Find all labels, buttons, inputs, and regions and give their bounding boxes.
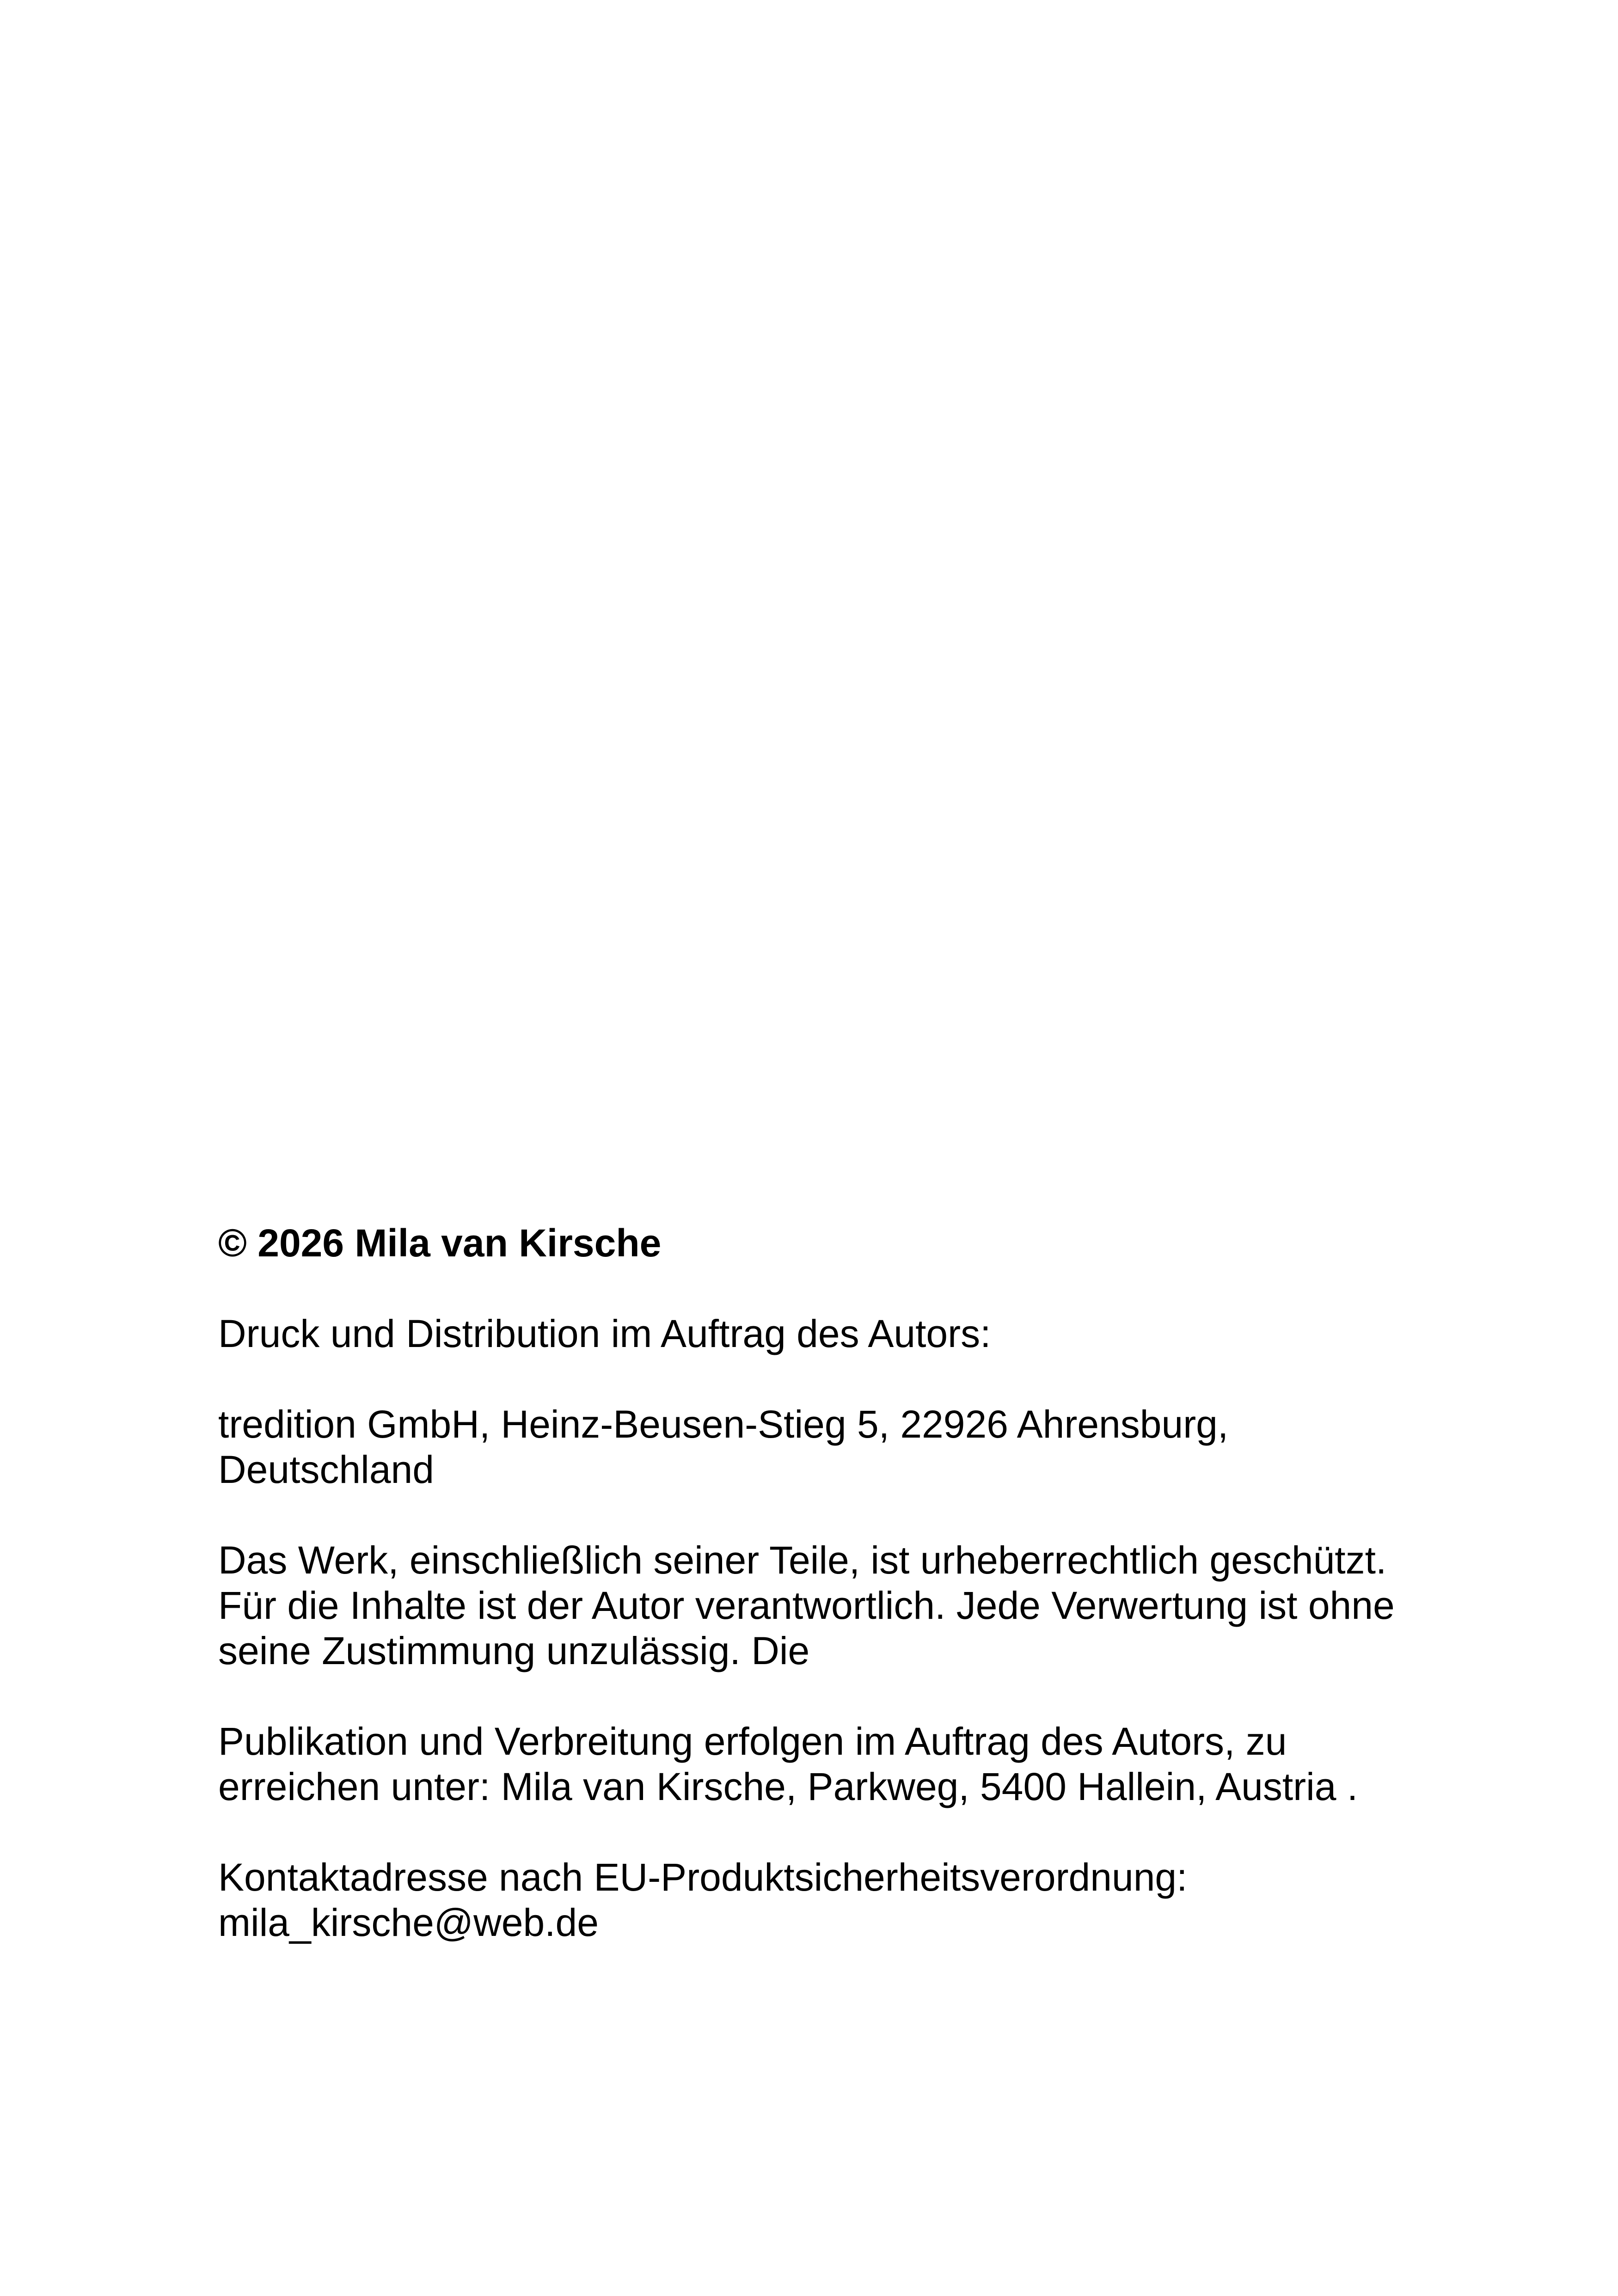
contact-label: Kontaktadresse nach EU-Produktsicherheitsverordnung: [218, 1855, 1188, 1899]
rights-line: seine Zustimmung unzulässig. Die [218, 1629, 810, 1672]
publisher-address [218, 1402, 1420, 1492]
publisher-country-line: Deutschland [218, 1448, 434, 1491]
publication-line: Publikation und Verbreitung erfolgen im Auftrag des Autors, zu [218, 1720, 1287, 1763]
rights-line: Für die Inhalte ist der Autor verantwortlich. Jede Verwertung ist ohne [218, 1584, 1395, 1627]
rights-line: Das Werk, einschließlich seiner Teile, ist urheberrechtlich geschützt. [218, 1538, 1387, 1582]
copyright-notice: © 2026 Mila van Kirsche [218, 1221, 662, 1265]
rights-notice [218, 1537, 1420, 1673]
contact-notice [218, 1855, 1420, 1945]
printing-note: Druck und Distribution im Auftrag des Autors: [218, 1312, 991, 1355]
imprint-block [218, 1220, 1420, 1945]
publication-line: erreichen unter: Mila van Kirsche, Parkweg, 5400 Hallein, Austria . [218, 1765, 1358, 1808]
contact-email: mila_kirsche@web.de [218, 1901, 599, 1944]
publisher-address-line: tredition GmbH, Heinz-Beusen-Stieg 5, 22926 Ahrensburg, [218, 1402, 1229, 1446]
publication-notice [218, 1719, 1420, 1809]
